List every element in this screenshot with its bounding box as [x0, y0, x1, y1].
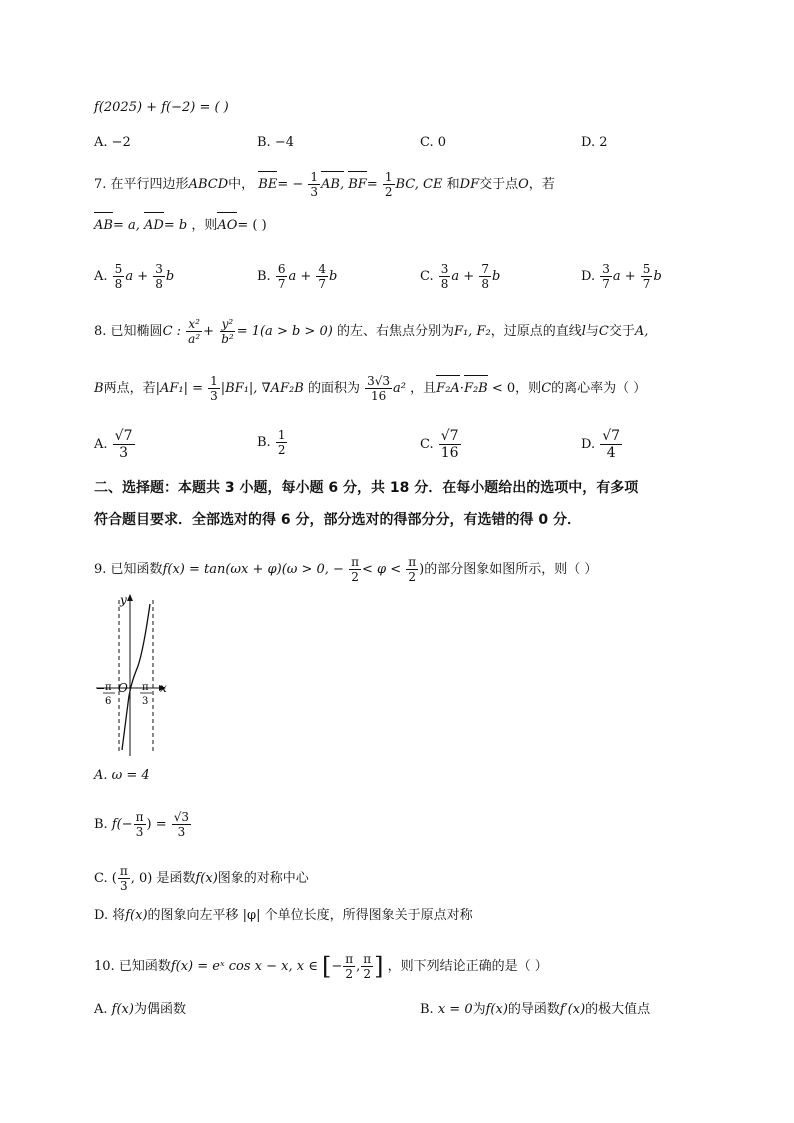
- q6-option-c: C. 0: [420, 135, 447, 150]
- origin-label: O: [118, 681, 128, 695]
- q7-option-d: D. $\frac{3}{7}$ a + $\frac{5}{7}$ b: [581, 262, 662, 291]
- q7-stem-line2: AB= a, AD= b ，则AO= ( ): [94, 216, 267, 236]
- q9-tangent-graph: [94, 592, 184, 758]
- q6-stem: f(2025) + f(−2) = ( ): [94, 100, 229, 115]
- q6-option-a: A. −2: [94, 135, 131, 150]
- q9-option-d: D. 将f(x)的图象向左平移 |φ| 个单位长度，所得图象关于原点对称: [94, 908, 473, 923]
- left-tick-den: 6: [105, 696, 112, 707]
- right-tick-num: π: [142, 682, 149, 693]
- q8-option-c: C. $\frac{√7}{16}$: [420, 428, 459, 461]
- q6-option-b: B. −4: [257, 135, 294, 150]
- q8-option-d: D. $\frac{√7}{4}$: [581, 428, 621, 461]
- q8-option-b: B. $\frac{1}{2}$: [257, 428, 286, 457]
- q8-stem-line2: B两点，若|AF₁| = $\frac{1}{3}$ |BF₁|, ∇AF₂B 的面积为 $\frac{3√3}{16}$ a² ，且F₂A·F₂B < 0，则C的离心率为（ ）: [94, 374, 647, 403]
- x-axis-label: x: [160, 681, 167, 695]
- y-axis-label: y: [120, 593, 127, 607]
- right-tick-den: 3: [142, 696, 149, 707]
- q10-option-a: A. f(x)为偶函数: [94, 1002, 186, 1017]
- left-tick-num: π: [105, 682, 112, 693]
- q9-option-c: C. ( $\frac{\pi}{3}$ , 0) 是函数f(x)图象的对称中心: [94, 864, 309, 893]
- tangent-curve: [122, 604, 150, 750]
- q7-option-c: C. $\frac{3}{8}$ a + $\frac{7}{8}$ b: [420, 262, 501, 291]
- q9-option-b: B. f(− $\frac{\pi}{3}$ ) = $\frac{√3}{3}$: [94, 810, 190, 839]
- q7-stem-line1: 7. 在平行四边形ABCD中， BE= − $\frac{1}{3}$ AB, BF= $\frac{1}{2}$ BC, CE 和DF交于点O，若: [94, 170, 555, 199]
- q10-option-b: B. x = 0为f(x)的导函数f′(x)的极大值点: [420, 1002, 651, 1017]
- q8-option-a: A. $\frac{√7}{3}$: [94, 428, 133, 461]
- section2-header-line2: 符合题目要求．全部选对的得 6 分，部分选对的得部分分，有选错的得 0 分．: [94, 512, 581, 528]
- q6-option-d: D. 2: [581, 135, 608, 150]
- left-tick-sign: −: [96, 682, 106, 695]
- q8-stem-line1: 8. 已知椭圆C : $\frac{\text{x²}}{\text{a²}}$ + $\frac{\text{y²}}{\text{b²}}$ = 1(a > b > 0) 的左、右焦点分别为F₁, F₂，过原点的直线l与C交于A,: [94, 317, 649, 346]
- q9-stem: 9. 已知函数f(x) = tan(ωx + φ)(ω > 0, − $\frac{\pi}{2}$ < φ < $\frac{\pi}{2}$ )的部分图象如图所示，则（ ）: [94, 555, 598, 584]
- q7-option-b: B. $\frac{6}{7}$ a + $\frac{4}{7}$ b: [257, 262, 338, 291]
- q7-option-a: A. $\frac{5}{8}$ a + $\frac{3}{8}$ b: [94, 262, 175, 291]
- section2-header-line1: 二、选择题：本题共 3 小题，每小题 6 分，共 18 分．在每小题给出的选项中，有多项: [94, 480, 639, 496]
- y-axis-arrow-icon: [127, 594, 133, 601]
- q9-option-a: A. ω = 4: [94, 768, 150, 783]
- q10-stem: 10. 已知函数f(x) = eˣ cos x − x, x ∈ [− $\frac{\pi}{2}$ , $\frac{\pi}{2}$ ] ，则下列结论正确的是（ ）: [94, 952, 548, 981]
